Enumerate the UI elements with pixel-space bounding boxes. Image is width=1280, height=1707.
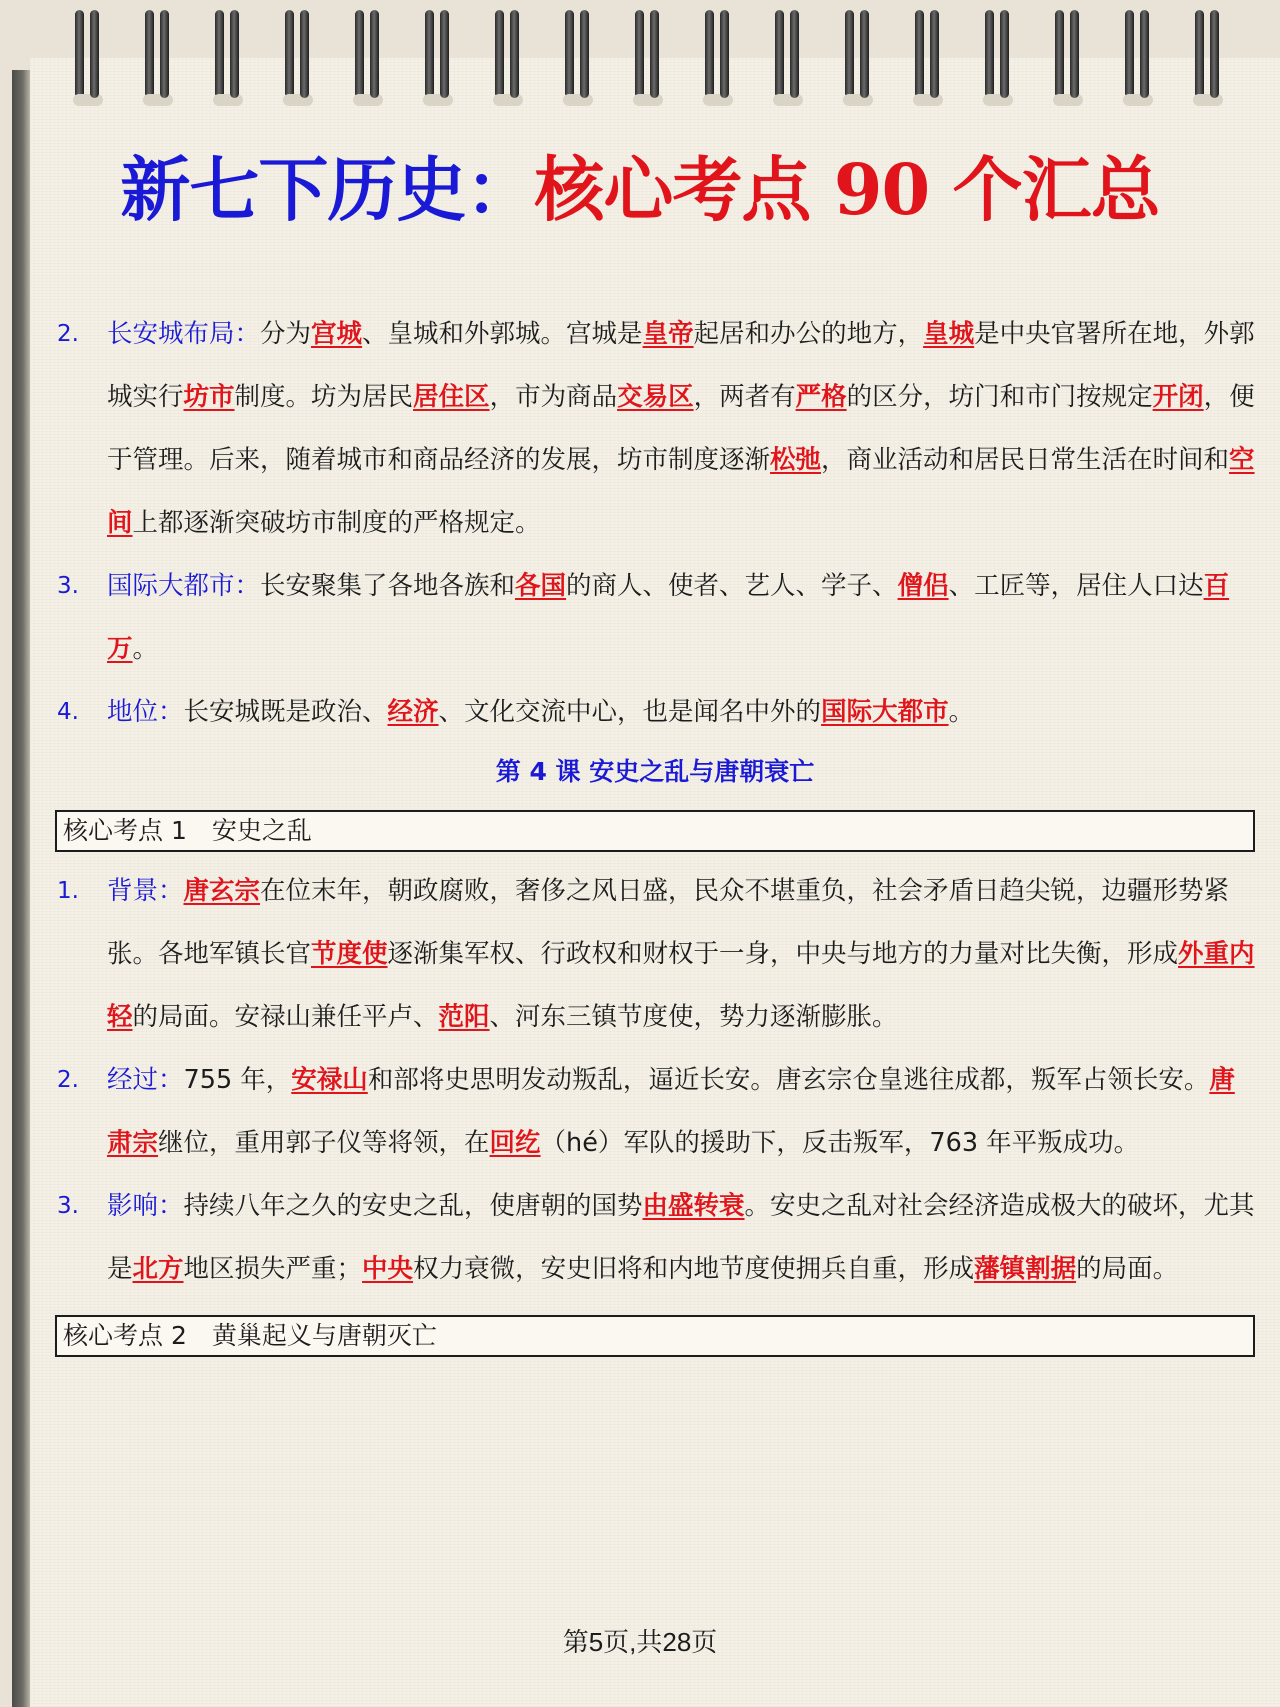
item-number: 1. bbox=[57, 878, 79, 904]
item-text: ，便于管理。后来，随着城市和商品经济的发展，坊市制度逐渐 bbox=[107, 382, 1255, 475]
item-text: 权力衰微，安史旧将和内地节度使拥兵自重，形成 bbox=[413, 1254, 975, 1284]
key-term: 经济 bbox=[387, 697, 439, 727]
note-item bbox=[55, 681, 1255, 744]
spiral-ring bbox=[1195, 10, 1221, 102]
item-text: 、河东三镇节度使，势力逐渐膨胀。 bbox=[489, 1002, 898, 1032]
note-item bbox=[55, 555, 1255, 681]
key-term: 回纥 bbox=[489, 1128, 541, 1158]
item-label: 经过： bbox=[107, 1065, 184, 1095]
item-number: 3. bbox=[57, 1193, 79, 1219]
spiral-ring bbox=[425, 10, 451, 102]
key-term: 皇城 bbox=[923, 319, 975, 349]
item-text: ，市为商品 bbox=[489, 382, 618, 412]
item-text: 、工匠等，居住人口达 bbox=[948, 571, 1204, 601]
item-text: 、皇城和外郭城。宫城是 bbox=[362, 319, 643, 349]
key-term: 唐肃宗 bbox=[107, 1065, 1235, 1158]
item-label: 背景： bbox=[107, 876, 184, 906]
spiral-ring bbox=[1125, 10, 1151, 102]
spiral-ring bbox=[915, 10, 941, 102]
key-term: 国际大都市 bbox=[821, 697, 949, 727]
item-text: 的局面。安禄山兼任平卢、 bbox=[132, 1002, 439, 1032]
note-item bbox=[55, 303, 1255, 555]
key-term: 皇帝 bbox=[642, 319, 694, 349]
item-text: 的区分，坊门和市门按规定 bbox=[846, 382, 1153, 412]
note-item bbox=[55, 1049, 1255, 1175]
spiral-ring bbox=[215, 10, 241, 102]
key-term: 节度使 bbox=[311, 939, 388, 969]
core-point-1-box: 核心考点 1 安史之乱 bbox=[55, 810, 1255, 852]
spiral-ring bbox=[775, 10, 801, 102]
spiral-binding bbox=[0, 0, 1280, 110]
key-term: 外重内轻 bbox=[107, 939, 1255, 1032]
title-part-2: 核心考点 90 个汇总 bbox=[534, 148, 1160, 231]
page-shadow-edge bbox=[12, 70, 30, 1707]
spiral-ring bbox=[565, 10, 591, 102]
item-text: 755 年， bbox=[183, 1065, 292, 1095]
item-text: 。安史之乱对社会经济造成极大的破坏，尤其是 bbox=[107, 1191, 1255, 1284]
spiral-ring bbox=[845, 10, 871, 102]
key-term: 宫城 bbox=[311, 319, 363, 349]
item-text: 起居和办公的地方， bbox=[693, 319, 924, 349]
notes-content bbox=[55, 303, 1255, 1365]
item-number: 3. bbox=[57, 573, 79, 599]
key-term: 安禄山 bbox=[291, 1065, 368, 1095]
lesson-title: 第 4 课 安史之乱与唐朝衰亡 bbox=[495, 757, 815, 786]
key-term: 开闭 bbox=[1152, 382, 1204, 412]
key-term: 中央 bbox=[362, 1254, 414, 1284]
key-term: 僧侣 bbox=[897, 571, 949, 601]
page-footer: 第5页,共28页 bbox=[562, 1627, 718, 1657]
section-changan bbox=[55, 303, 1255, 744]
item-text: 制度。坊为居民 bbox=[234, 382, 414, 412]
item-text: 长安聚集了各地各族和 bbox=[260, 571, 516, 601]
item-text: 在位末年，朝政腐败，奢侈之风日盛，民众不堪重负，社会矛盾日趋尖锐，边疆形势紧张。各地军镇长官 bbox=[107, 876, 1230, 969]
item-text: 和部将史思明发动叛乱，逼近长安。唐玄宗仓皇逃往成都，叛军占领长安。 bbox=[367, 1065, 1210, 1095]
item-text: 、文化交流中心，也是闻名中外的 bbox=[438, 697, 822, 727]
key-term: 由盛转衰 bbox=[642, 1191, 745, 1221]
spiral-ring bbox=[495, 10, 521, 102]
item-text: 是中央官署所在地，外郭城实行 bbox=[107, 319, 1255, 412]
item-text: 上都逐渐突破坊市制度的严格规定。 bbox=[132, 508, 541, 538]
spiral-ring bbox=[705, 10, 731, 102]
item-text: 。 bbox=[132, 634, 159, 664]
section-anshi-rebellion bbox=[55, 860, 1255, 1301]
item-text: ，两者有 bbox=[693, 382, 796, 412]
item-text: ，商业活动和居民日常生活在时间和 bbox=[821, 445, 1230, 475]
item-text: 。 bbox=[948, 697, 975, 727]
key-term: 坊市 bbox=[183, 382, 235, 412]
item-text: 逐渐集军权、行政权和财权于一身，中央与地方的力量对比失衡，形成 bbox=[387, 939, 1179, 969]
title-part-1: 新七下历史： bbox=[120, 148, 535, 231]
key-term: 范阳 bbox=[438, 1002, 490, 1032]
item-number: 2. bbox=[57, 1067, 79, 1093]
key-term: 唐玄宗 bbox=[183, 876, 261, 906]
item-text: 长安城既是政治、 bbox=[183, 697, 388, 727]
key-term: 松弛 bbox=[770, 445, 822, 475]
key-term: 北方 bbox=[132, 1254, 184, 1284]
item-number: 4. bbox=[57, 699, 79, 725]
page-title bbox=[0, 148, 1280, 231]
note-item bbox=[55, 1175, 1255, 1301]
item-label: 地位： bbox=[107, 697, 184, 727]
spiral-ring bbox=[145, 10, 171, 102]
spiral-ring bbox=[75, 10, 101, 102]
note-item bbox=[55, 860, 1255, 1049]
spiral-ring bbox=[285, 10, 311, 102]
item-text: 分为 bbox=[260, 319, 312, 349]
key-term: 居住区 bbox=[413, 382, 490, 412]
key-term: 藩镇割据 bbox=[974, 1254, 1077, 1284]
key-term: 空间 bbox=[107, 445, 1255, 538]
item-text: 的商人、使者、艺人、学子、 bbox=[566, 571, 898, 601]
item-text: 持续八年之久的安史之乱，使唐朝的国势 bbox=[183, 1191, 643, 1221]
item-text: （hé）军队的援助下，反击叛军，763 年平叛成功。 bbox=[540, 1128, 1140, 1158]
spiral-ring bbox=[1055, 10, 1081, 102]
item-number: 2. bbox=[57, 321, 79, 347]
key-term: 各国 bbox=[515, 571, 567, 601]
spiral-ring bbox=[985, 10, 1011, 102]
item-text: 的局面。 bbox=[1076, 1254, 1179, 1284]
spiral-ring bbox=[635, 10, 661, 102]
key-term: 交易区 bbox=[617, 382, 694, 412]
spiral-ring bbox=[355, 10, 381, 102]
item-text: 继位，重用郭子仪等将领，在 bbox=[158, 1128, 490, 1158]
item-label: 国际大都市： bbox=[107, 571, 261, 601]
key-term: 百万 bbox=[107, 571, 1230, 664]
item-label: 长安城布局： bbox=[107, 319, 261, 349]
item-label: 影响： bbox=[107, 1191, 184, 1221]
key-term: 严格 bbox=[795, 382, 847, 412]
item-text: 地区损失严重； bbox=[183, 1254, 363, 1284]
core-point-2-box: 核心考点 2 黄巢起义与唐朝灭亡 bbox=[55, 1315, 1255, 1357]
